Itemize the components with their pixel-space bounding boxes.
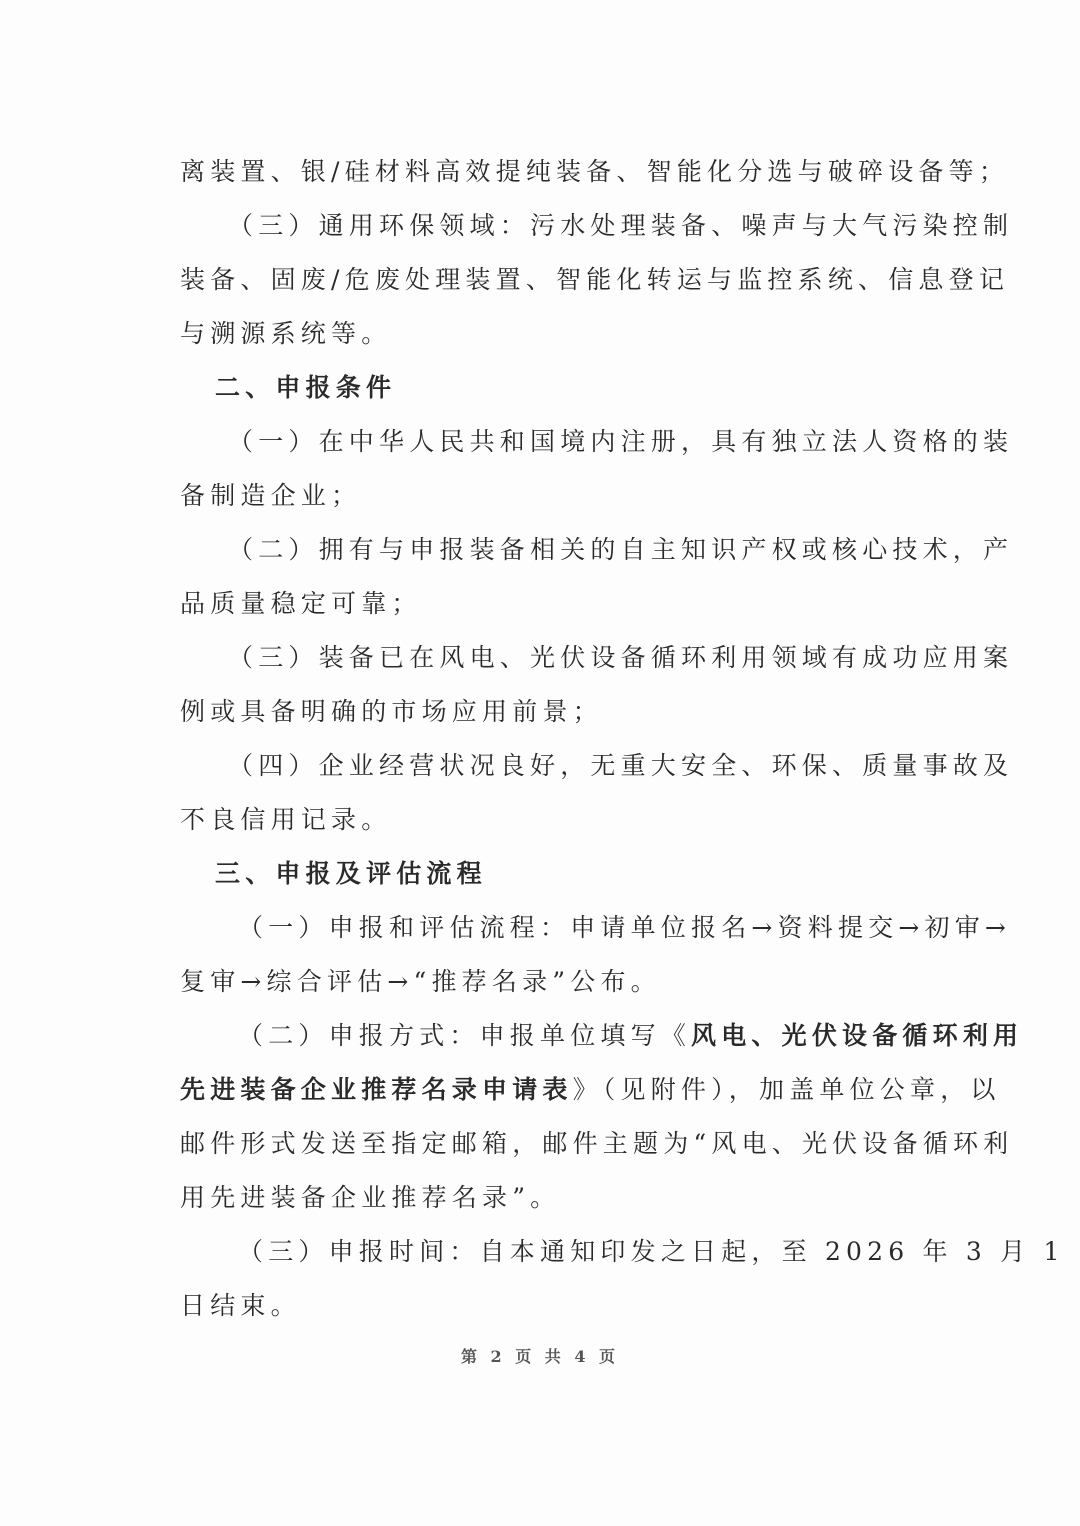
form-title-part2: 先进装备企业推荐名录申请表 (180, 1075, 573, 1104)
form-title-part1: 风电、光伏设备循环利用 (691, 1021, 1024, 1050)
text-line: 装备、固废/危废处理装置、智能化转运与监控系统、信息登记 (180, 265, 1010, 294)
text-line: 邮件形式发送至指定邮箱，邮件主题为“风电、光伏设备循环利 (180, 1129, 1014, 1158)
method-line-1 (238, 1021, 1024, 1051)
section-heading: 三、申报及评估流程 (215, 859, 487, 888)
method-line-2 (180, 1075, 1001, 1105)
text-line: （三）申报时间：自本通知印发之日起，至 2026 年 3 月 1 (238, 1237, 1065, 1266)
page-number-footer: 第 2 页 共 4 页 (460, 1347, 620, 1366)
section-heading: 二、申报条件 (215, 373, 397, 402)
text-line: （三）装备已在风电、光伏设备循环利用领域有成功应用案 (228, 643, 1014, 672)
text-line: （三）通用环保领域：污水处理装备、噪声与大气污染控制 (228, 211, 1014, 240)
text-line: 例或具备明确的市场应用前景； (180, 697, 603, 726)
method-prefix: （二）申报方式：申报单位填写《 (238, 1021, 692, 1050)
text-line: （四）企业经营状况良好，无重大安全、环保、质量事故及 (228, 751, 1014, 780)
text-line: 日结束。 (180, 1291, 301, 1320)
text-line: 品质量稳定可靠； (180, 589, 422, 618)
text-line: 与溯源系统等。 (180, 319, 392, 348)
text-line: （一）申报和评估流程：申请单位报名→资料提交→初审→ (238, 913, 1012, 942)
text-line: 不良信用记录。 (180, 805, 392, 834)
text-line: 离装置、银/硅材料高效提纯装备、智能化分选与破碎设备等； (180, 157, 1010, 186)
text-line: （二）拥有与申报装备相关的自主知识产权或核心技术，产 (228, 535, 1014, 564)
method-suffix: 》（见附件），加盖单位公章，以 (572, 1075, 1001, 1104)
text-line: （一）在中华人民共和国境内注册，具有独立法人资格的装 (228, 427, 1014, 456)
text-line: 用先进装备企业推荐名录”。 (180, 1183, 561, 1212)
text-line: 复审→综合评估→“推荐名录”公布。 (180, 967, 661, 996)
text-line: 备制造企业； (180, 481, 362, 510)
